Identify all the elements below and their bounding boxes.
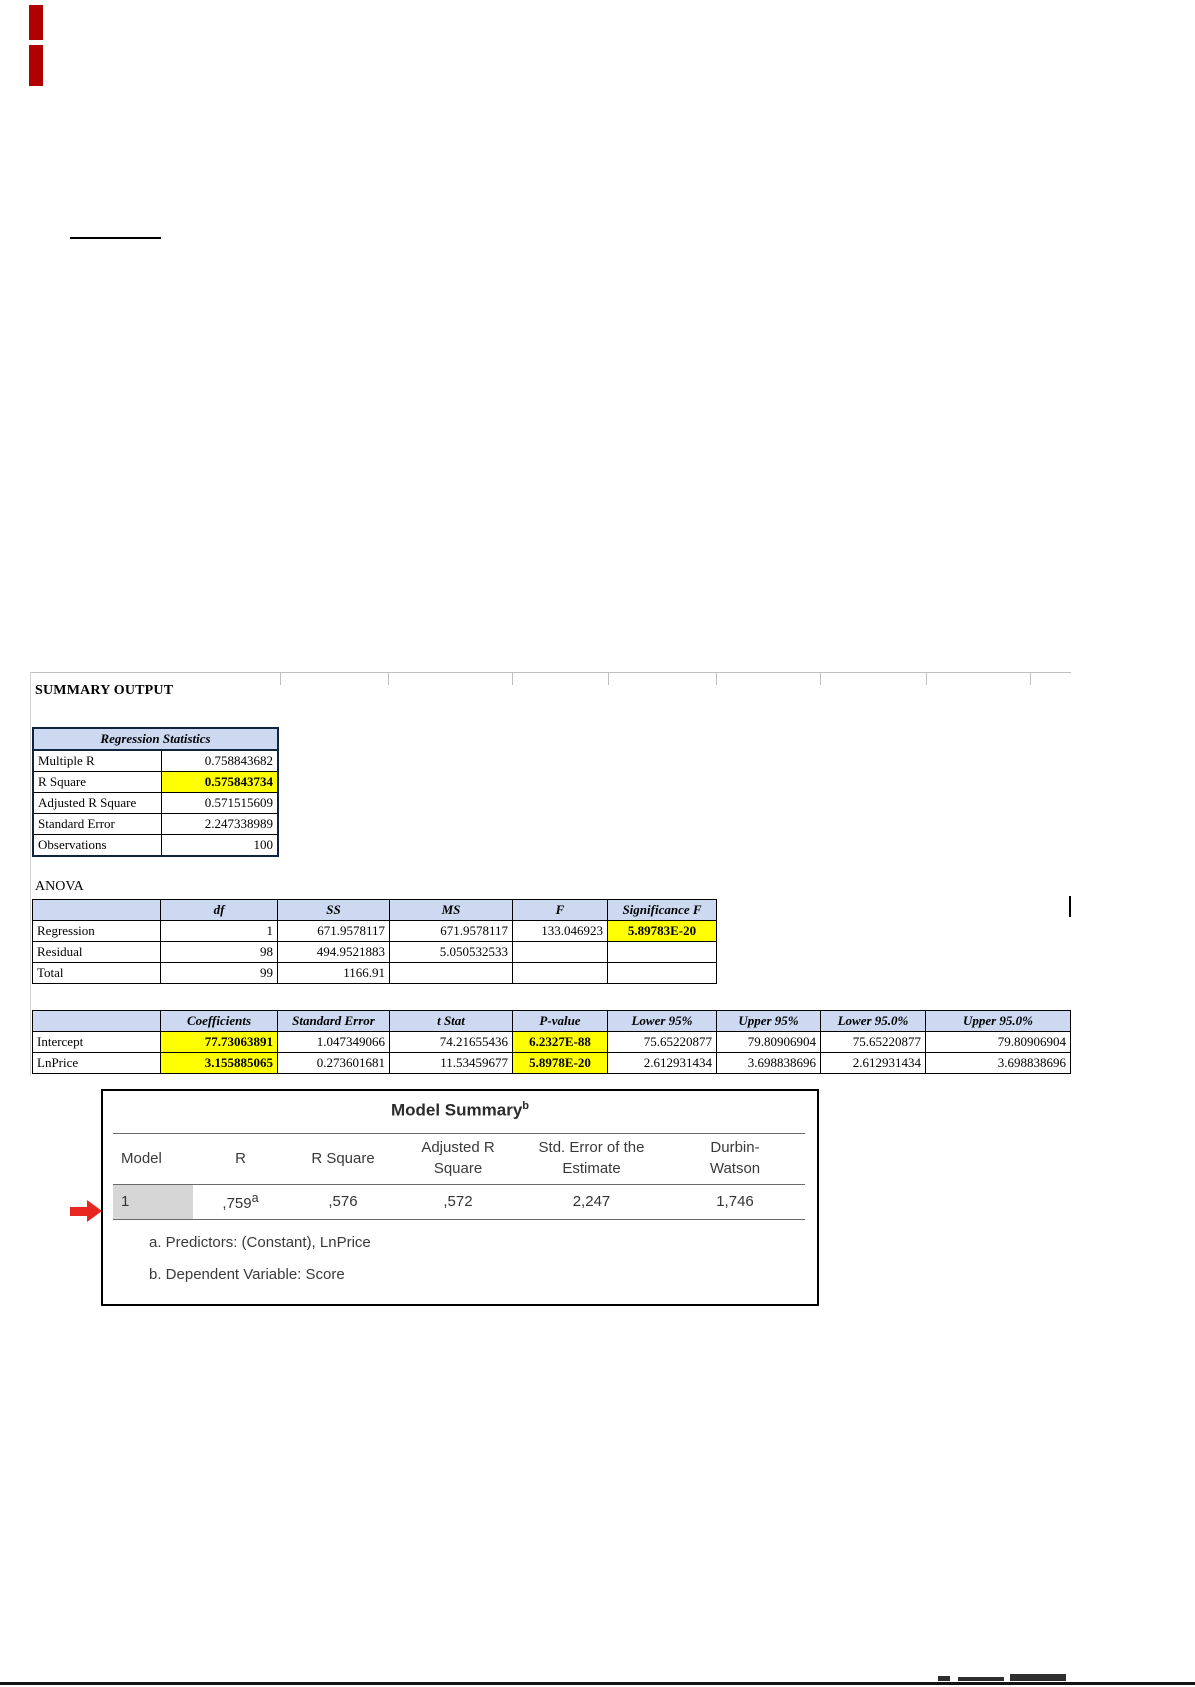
summary-output-label: SUMMARY OUTPUT [35, 683, 174, 698]
coef-cell: 74.21655436 [390, 1032, 513, 1053]
regression-statistics-table [32, 727, 279, 857]
table-row [33, 963, 717, 984]
stat-label: Multiple R [33, 750, 161, 772]
page-bottom-edge [0, 1682, 1195, 1685]
table-row [33, 772, 278, 793]
anova-table [32, 899, 717, 984]
coef-header-standard-error: Standard Error [278, 1011, 390, 1032]
coef-cell-highlighted: 5.8978E-20 [513, 1053, 608, 1074]
spss-header-std-error [518, 1133, 665, 1184]
anova-header-f: F [513, 900, 608, 921]
spss-header-durbin-watson-text: Durbin-Watson [709, 1139, 761, 1177]
red-arrow-icon [70, 1199, 104, 1223]
anova-cell: 5.050532533 [390, 942, 513, 963]
anova-label: ANOVA [35, 879, 84, 894]
coef-header-coefficients: Coefficients [161, 1011, 278, 1032]
table-row [33, 835, 278, 857]
coef-cell: 79.80906904 [926, 1032, 1071, 1053]
stat-value: 2.247338989 [161, 814, 278, 835]
column-tick [388, 672, 389, 685]
table-row [113, 1133, 805, 1184]
spss-cell-r [193, 1184, 288, 1219]
coef-cell: 11.53459677 [390, 1053, 513, 1074]
anova-cell: 671.9578117 [390, 921, 513, 942]
anova-cell: 99 [161, 963, 278, 984]
spss-header-model: Model [113, 1133, 193, 1184]
anova-cell: 1166.91 [278, 963, 390, 984]
spss-cell-r-square: ,576 [288, 1184, 398, 1219]
spss-title-superscript: b [522, 1100, 530, 1112]
spss-header-r-square: R Square [288, 1133, 398, 1184]
column-tick [608, 672, 609, 685]
table-row [33, 814, 278, 835]
spss-cell-r-superscript: a [251, 1191, 259, 1206]
anova-cell-highlighted: 5.89783E-20 [608, 921, 717, 942]
stat-value-highlighted: 0.575843734 [161, 772, 278, 793]
stat-value: 0.758843682 [161, 750, 278, 772]
coef-header-lower-950: Lower 95.0% [821, 1011, 926, 1032]
spss-cell-r-value: ,759 [222, 1195, 252, 1213]
spss-cell-adjusted-r-square: ,572 [398, 1184, 518, 1219]
stat-value: 100 [161, 835, 278, 857]
table-row [33, 1011, 1071, 1032]
coef-header-upper-95: Upper 95% [717, 1011, 821, 1032]
coef-cell: 1.047349066 [278, 1032, 390, 1053]
spss-header-adjusted-r-square-text: Adjusted R Square [421, 1139, 495, 1177]
spreadsheet-gridline-top [30, 672, 1071, 673]
coef-cell-highlighted: 77.73063891 [161, 1032, 278, 1053]
anova-header-ms: MS [390, 900, 513, 921]
anova-cell: 494.9521883 [278, 942, 390, 963]
red-arrow-shaft [70, 1207, 87, 1216]
table-row [33, 921, 717, 942]
table-row [33, 793, 278, 814]
anova-cell: 133.046923 [513, 921, 608, 942]
spss-title [103, 1100, 817, 1121]
anova-cell: 671.9578117 [278, 921, 390, 942]
spss-footnote-a: a. Predictors: (Constant), LnPrice [149, 1233, 371, 1251]
coef-cell: 79.80906904 [717, 1032, 821, 1053]
table-row [33, 900, 717, 921]
anova-cell [390, 963, 513, 984]
red-arrow-head [87, 1200, 102, 1222]
anova-header-df: df [161, 900, 278, 921]
coef-header-p-value: P-value [513, 1011, 608, 1032]
column-tick [820, 672, 821, 685]
anova-cell [513, 942, 608, 963]
anova-row-label: Residual [33, 942, 161, 963]
coef-header-upper-950: Upper 95.0% [926, 1011, 1071, 1032]
anova-cell [608, 963, 717, 984]
cropped-footer-fragment [958, 1677, 1004, 1681]
coef-header-blank [33, 1011, 161, 1032]
revision-bar-top [29, 5, 43, 40]
stat-label: Adjusted R Square [33, 793, 161, 814]
coef-cell: 2.612931434 [821, 1053, 926, 1074]
stat-label: R Square [33, 772, 161, 793]
text-cursor-mark [1069, 896, 1071, 917]
coef-row-label: LnPrice [33, 1053, 161, 1074]
table-row [33, 728, 278, 750]
stat-label: Standard Error [33, 814, 161, 835]
revision-bar-bottom [29, 45, 43, 86]
spss-model-summary-box [101, 1089, 819, 1306]
cropped-footer-fragment [938, 1676, 950, 1681]
regression-statistics-title: Regression Statistics [33, 728, 278, 750]
column-tick [926, 672, 927, 685]
coef-cell: 0.273601681 [278, 1053, 390, 1074]
coef-cell-highlighted: 6.2327E-88 [513, 1032, 608, 1053]
coefficients-table [32, 1010, 1071, 1074]
anova-header-blank [33, 900, 161, 921]
anova-cell [608, 942, 717, 963]
coef-cell: 3.698838696 [717, 1053, 821, 1074]
column-tick [280, 672, 281, 685]
anova-cell [513, 963, 608, 984]
anova-row-label: Total [33, 963, 161, 984]
spss-header-std-error-text: Std. Error of the Estimate [538, 1139, 645, 1177]
table-row [33, 942, 717, 963]
cropped-footer-fragment [1010, 1674, 1066, 1681]
spss-cell-durbin-watson: 1,746 [665, 1184, 805, 1219]
table-row [33, 1032, 1071, 1053]
column-tick [716, 672, 717, 685]
coef-cell: 3.698838696 [926, 1053, 1071, 1074]
coef-cell: 75.65220877 [608, 1032, 717, 1053]
spss-footnote-b: b. Dependent Variable: Score [149, 1265, 345, 1283]
coef-cell: 75.65220877 [821, 1032, 926, 1053]
spss-cell-std-error: 2,247 [518, 1184, 665, 1219]
table-row [33, 750, 278, 772]
anova-cell: 1 [161, 921, 278, 942]
spss-header-adjusted-r-square [398, 1133, 518, 1184]
anova-cell: 98 [161, 942, 278, 963]
coef-header-t-stat: t Stat [390, 1011, 513, 1032]
spss-header-r: R [193, 1133, 288, 1184]
column-tick [512, 672, 513, 685]
table-row [113, 1184, 805, 1219]
horizontal-rule [70, 237, 161, 239]
spreadsheet-gridline-left [30, 672, 31, 1076]
anova-header-ss: SS [278, 900, 390, 921]
table-row [33, 1053, 1071, 1074]
coef-row-label: Intercept [33, 1032, 161, 1053]
spss-table [113, 1133, 805, 1220]
spss-cell-model: 1 [113, 1184, 193, 1219]
stat-value: 0.571515609 [161, 793, 278, 814]
spss-title-text: Model Summary [390, 1100, 523, 1120]
stat-label: Observations [33, 835, 161, 857]
coef-header-lower-95: Lower 95% [608, 1011, 717, 1032]
anova-row-label: Regression [33, 921, 161, 942]
column-tick [1030, 672, 1031, 685]
anova-header-sig-f: Significance F [608, 900, 717, 921]
spss-header-durbin-watson [665, 1133, 805, 1184]
coef-cell-highlighted: 3.155885065 [161, 1053, 278, 1074]
coef-cell: 2.612931434 [608, 1053, 717, 1074]
